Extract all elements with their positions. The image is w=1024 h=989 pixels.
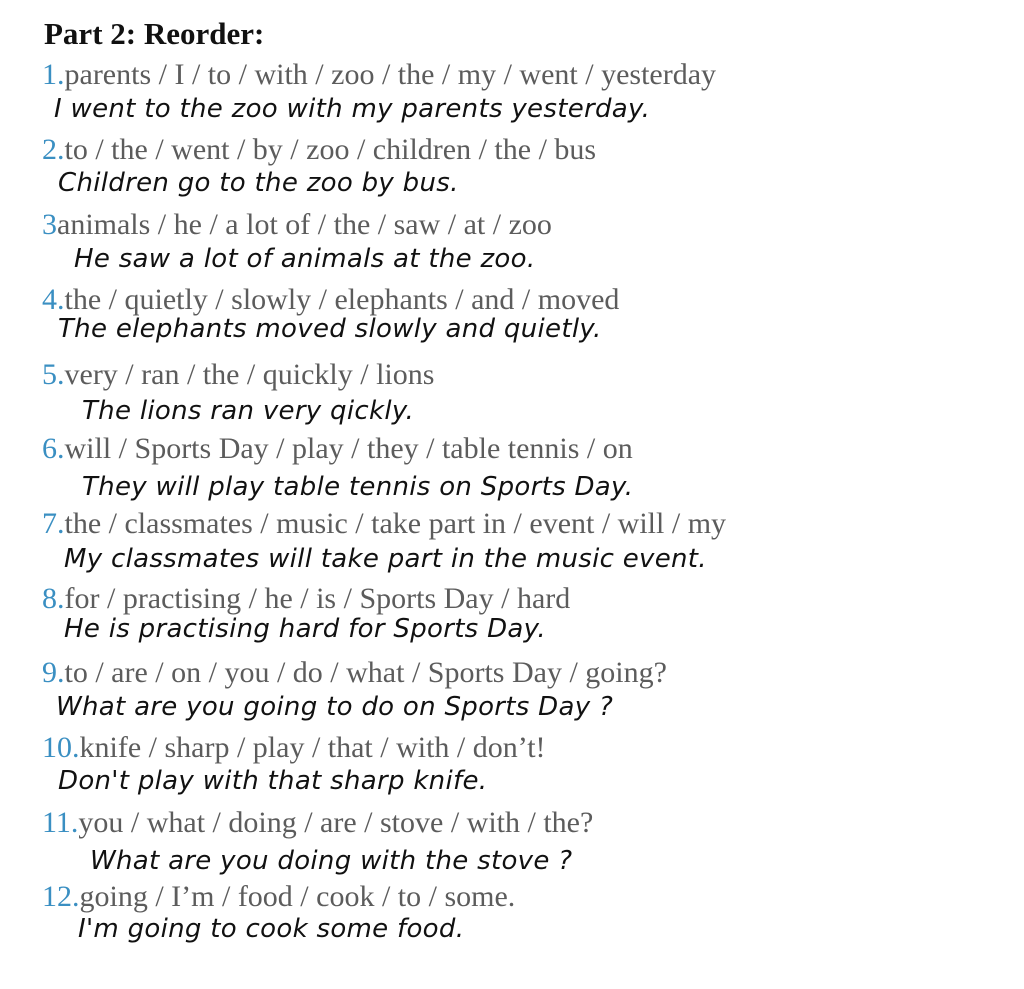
question-number: 5. (42, 358, 65, 391)
handwritten-answer: My classmates will take part in the music event. (64, 544, 707, 574)
question-words: going / I’m / food / cook / to / some. (79, 880, 516, 913)
handwritten-answer: Don't play with that sharp knife. (58, 766, 488, 796)
handwritten-answer: They will play table tennis on Sports Day. (82, 472, 634, 502)
question-number: 7. (42, 507, 65, 540)
question-prompt (42, 135, 596, 165)
question-words: to / the / went / by / zoo / children / the / bus (64, 133, 597, 166)
question-prompt (42, 733, 546, 763)
question-words: you / what / doing / are / stove / with / the? (78, 806, 594, 839)
question-words: very / ran / the / quickly / lions (64, 358, 435, 391)
question-prompt (42, 882, 515, 912)
question-prompt (42, 60, 716, 90)
question-prompt (42, 210, 552, 240)
question-number: 9. (42, 656, 65, 689)
handwritten-answer: What are you doing with the stove ? (90, 846, 573, 876)
question-number: 11. (42, 806, 79, 839)
question-number: 3 (42, 208, 57, 241)
question-words: the / classmates / music / take part in / event / will / my (64, 507, 727, 540)
question-number: 4. (42, 283, 65, 316)
handwritten-answer: What are you going to do on Sports Day ? (56, 692, 614, 722)
question-words: will / Sports Day / play / they / table tennis / on (64, 432, 633, 465)
handwritten-answer: Children go to the zoo by bus. (58, 168, 459, 198)
question-prompt (42, 434, 633, 464)
question-words: the / quietly / slowly / elephants / and / moved (64, 283, 620, 316)
question-prompt (42, 658, 667, 688)
question-words: animals / he / a lot of / the / saw / at / zoo (57, 208, 552, 241)
handwritten-answer: He is practising hard for Sports Day. (64, 614, 546, 644)
question-prompt (42, 808, 593, 838)
question-prompt (42, 509, 726, 539)
question-prompt (42, 360, 434, 390)
handwritten-answer: He saw a lot of animals at the zoo. (74, 244, 536, 274)
question-number: 8. (42, 582, 65, 615)
question-number: 2. (42, 133, 65, 166)
question-words: for / practising / he / is / Sports Day / hard (64, 582, 571, 615)
question-number: 12. (42, 880, 80, 913)
question-words: knife / sharp / play / that / with / don’t! (79, 731, 546, 764)
question-words: to / are / on / you / do / what / Sports Day / going? (64, 656, 667, 689)
question-words: parents / I / to / with / zoo / the / my / went / yesterday (64, 58, 717, 91)
question-number: 1. (42, 58, 65, 91)
handwritten-answer: The elephants moved slowly and quietly. (58, 314, 602, 344)
question-prompt (42, 285, 619, 315)
page-title: Part 2: Reorder: (44, 16, 265, 51)
handwritten-answer: The lions ran very qickly. (82, 396, 415, 426)
handwritten-answer: I'm going to cook some food. (78, 914, 465, 944)
question-number: 10. (42, 731, 80, 764)
question-prompt (42, 584, 570, 614)
question-number: 6. (42, 432, 65, 465)
handwritten-answer: I went to the zoo with my parents yesterday. (54, 94, 651, 124)
